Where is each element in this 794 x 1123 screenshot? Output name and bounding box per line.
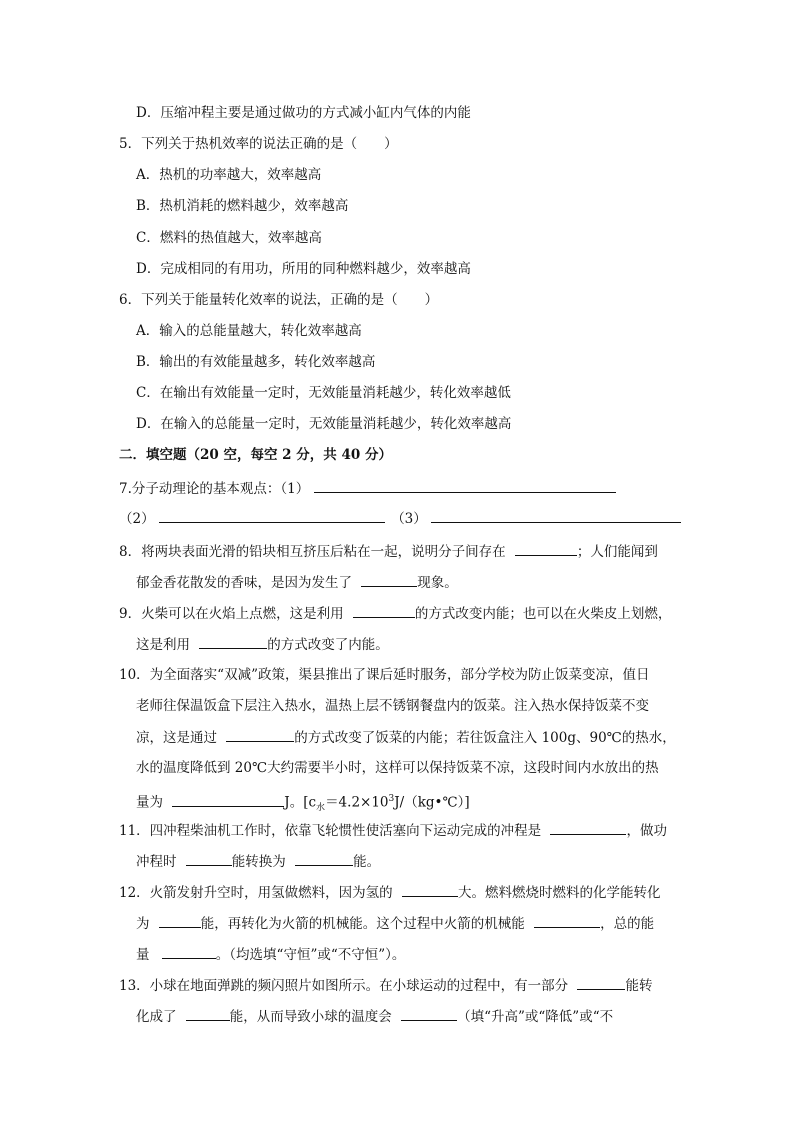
q11-text-c: 冲程时: [136, 854, 177, 870]
q9-line1: [119, 604, 671, 623]
q8-line1: [119, 542, 658, 561]
q7-blank-3[interactable]: [431, 509, 681, 523]
q10-text-3a: 凉，这是通过: [136, 730, 217, 746]
q11-line2: [136, 852, 380, 871]
q11-text-d: 能转换为: [231, 854, 286, 870]
q12-line2: [136, 914, 654, 933]
q13-text-c: 化成了: [136, 1009, 177, 1025]
q9-blank-2[interactable]: [199, 635, 267, 649]
q12-blank-4[interactable]: [162, 945, 216, 959]
q12-line3: [136, 945, 405, 964]
q10-line4: 水的温度降低到 20℃大约需要半小时，这样可以保持饭菜不凉，这段时间内水放出的热: [136, 760, 659, 776]
q8-text-a: 8．将两块表面光滑的铅块相互挤压后粘在一起，说明分子间存在: [119, 544, 506, 560]
q12-text-b: 大。燃料燃烧时燃料的化学能转化: [457, 885, 661, 901]
q12-blank-1[interactable]: [402, 883, 458, 897]
q10-sup-3: 3: [388, 794, 395, 804]
q13-blank-3[interactable]: [401, 1007, 457, 1021]
q11-text-e: 能。: [353, 854, 381, 870]
q12-text-c: 为: [136, 916, 150, 932]
q10-sub-water: 水: [316, 803, 326, 814]
q7-line2: [119, 509, 681, 528]
q5-option-a: A．热机的功率越大，效率越高: [136, 167, 322, 183]
q9-text-a: 9．火柴可以在火焰上点燃，这是利用: [119, 606, 344, 622]
q11-text-a: 11．四冲程柴油机工作时，依靠飞轮惯性使活塞向下运动完成的冲程是: [119, 823, 542, 839]
q7-label-3: （3）: [391, 511, 427, 527]
q9-text-b: 的方式改变内能；也可以在火柴皮上划燃，: [414, 606, 672, 622]
q8-text-c: 郁金香花散发的香味，是因为发生了: [136, 575, 352, 591]
q9-text-d: 的方式改变了内能。: [267, 637, 389, 653]
q13-line1: [119, 976, 652, 995]
q9-blank-1[interactable]: [353, 604, 415, 618]
q5-option-d: D．完成相同的有用功，所用的同种燃料越少，效率越高: [136, 261, 471, 277]
q10-line3: [136, 728, 676, 747]
q4-option-d: D．压缩冲程主要是通过做功的方式减小缸内气体的内能: [136, 105, 471, 121]
q12-text-a: 12．火箭发射升空时，用氢做燃料，因为氢的: [119, 885, 393, 901]
q10-line2: 老师往保温饭盒下层注入热水，温热上层不锈钢餐盘内的饭菜。注入热水保持饭菜不变: [136, 698, 649, 714]
q10-line1: 10．为全面落实“双减”政策，渠县推出了课后延时服务，部分学校为防止饭菜变凉，值日: [119, 667, 650, 683]
q13-text-a: 13．小球在地面弹跳的频闪照片如图所示。在小球运动的过程中，有一部分: [119, 978, 569, 994]
q6-option-c: C．在输出有效能量一定时，无效能量消耗越少，转化效率越低: [136, 385, 511, 401]
q7-text: 7.分子动理论的基本观点：（1）: [119, 481, 310, 497]
q12-text-f: 量: [136, 947, 150, 963]
q8-blank-1[interactable]: [515, 542, 577, 556]
q13-text-e: （填“升高”或“降低”或“不: [457, 1009, 614, 1025]
q8-text-b: ；人们能闻到: [576, 544, 658, 560]
q12-line1: [119, 883, 660, 902]
q10-blank-2[interactable]: [172, 793, 284, 807]
q11-blank-1[interactable]: [550, 821, 626, 835]
q13-blank-1[interactable]: [577, 976, 625, 990]
q12-text-d: 能，再转化为火箭的机械能。这个过程中火箭的机械能: [200, 916, 525, 932]
q5-option-c: C．燃料的热值越大，效率越高: [136, 230, 322, 246]
q6-option-d: D．在输入的总能量一定时，无效能量消耗越少，转化效率越高: [136, 416, 512, 432]
q12-blank-3[interactable]: [534, 914, 600, 928]
q7-label-2: （2）: [119, 511, 155, 527]
q11-text-b: ，做功: [626, 823, 667, 839]
q13-line2: [136, 1007, 613, 1026]
q7-line1: [119, 479, 616, 498]
q9-text-c: 这是利用: [136, 637, 190, 653]
q8-line2: [136, 573, 458, 592]
q8-blank-2[interactable]: [361, 573, 417, 587]
q11-blank-3[interactable]: [295, 852, 353, 866]
q9-line2: [136, 635, 389, 654]
q10-text-5c: ＝4.2×10: [325, 794, 389, 811]
q5-stem: 5．下列关于热机效率的说法正确的是（ ）: [119, 136, 398, 152]
q6-option-a: A．输入的总能量越大，转化效率越高: [136, 323, 362, 339]
section-title: 二．填空题（20 空，每空 2 分，共 40 分）: [119, 447, 392, 463]
q13-text-d: 能，从而导致小球的温度会: [229, 1009, 392, 1025]
q10-line5: [136, 790, 470, 817]
q7-blank-1[interactable]: [314, 479, 616, 493]
q13-text-b: 能转: [625, 978, 653, 994]
q12-blank-2[interactable]: [159, 914, 201, 928]
q12-text-e: ，总的能: [600, 916, 655, 932]
q12-text-g: 。（均选填“守恒”或“不守恒”）。: [215, 947, 406, 963]
q5-option-b: B．热机消耗的燃料越少，效率越高: [136, 198, 349, 214]
q10-text-3b: 的方式改变了饭菜的内能；若往饭盒注入 100g、90℃的热水，: [294, 730, 676, 746]
q6-option-b: B．输出的有效能量越多，转化效率越高: [136, 354, 376, 370]
q13-blank-2[interactable]: [186, 1007, 230, 1021]
q10-text-5d: J/（kg•℃）]: [394, 794, 470, 811]
q11-blank-2[interactable]: [186, 852, 232, 866]
q7-blank-2[interactable]: [159, 509, 385, 523]
q8-text-d: 现象。: [417, 575, 458, 591]
q10-text-5b: J。[c: [284, 794, 317, 811]
q10-blank-1[interactable]: [226, 728, 294, 742]
q6-stem: 6．下列关于能量转化效率的说法，正确的是（ ）: [119, 292, 439, 308]
q10-text-5a: 量为: [136, 794, 163, 811]
q11-line1: [119, 821, 667, 840]
